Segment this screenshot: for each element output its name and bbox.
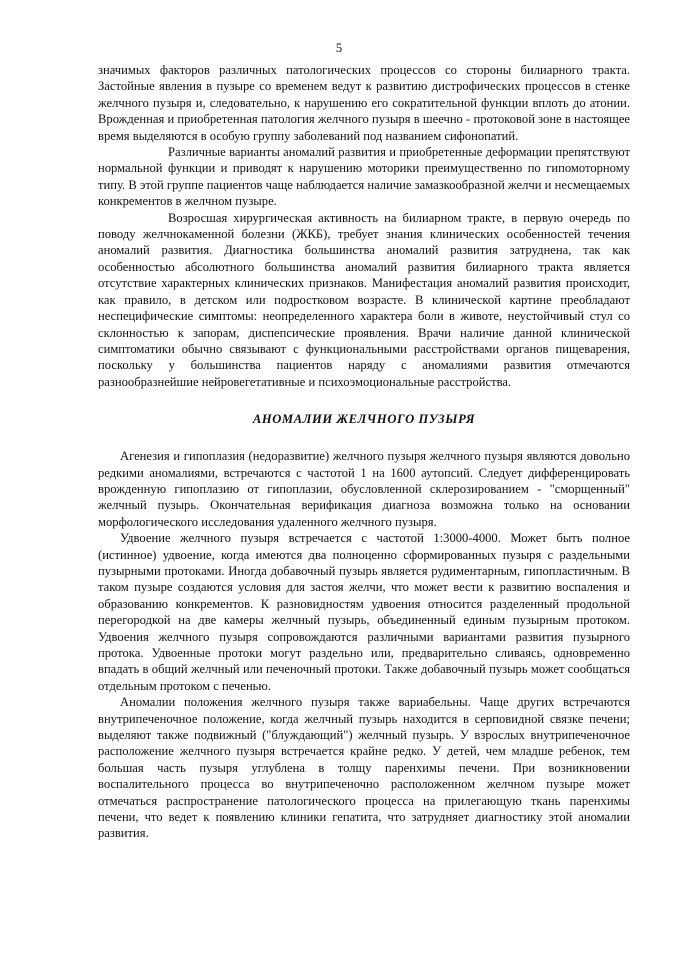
- paragraph-position-anomalies: Аномалии положения желчного пузыря также вариабельны. Чаще других встречаются внутрипеченочное положение, когда желчный пузырь находится в серповидной связке печени; выделяют также подвижный ("блуждающий") желчный пузырь. У взрослых внутрипеченочное расположение желчного пузыря встречается крайне редко. У детей, чем младше ребенок, тем большая часть пузыря углублена в толщу паренхимы печени. При возникновении воспалительного процесса во внутрипеченочно расположенном желчном пузыре может отмечаться распространение патологического процесса на прилегающую ткань паренхимы печени, что ведет к появлению клиники гепатита, что затрудняет диагностику этой аномалии развития.: [98, 695, 630, 841]
- paragraph-agenesis: Агенезия и гипоплазия (недоразвитие) желчного пузыря желчного пузыря являются довольно редкими аномалиями, встречаются с частотой 1 на 1600 аутопсий. Следует дифференцировать врожденную гипоплазию от гипоплазии, обусловленной склерозированием - "сморщенный" желчный пузырь. Окончательная верификация диагноза возможна только на основании морфологического исследования удаленного желчного пузыря.: [98, 449, 630, 529]
- page-number: 5: [335, 41, 343, 55]
- document-body: [98, 62, 630, 842]
- paragraph-surgical-activity: Возросшая хирургическая активность на билиарном тракте, в первую очередь по поводу желчнокаменной болезни (ЖКБ), требует знания клинических особенностей течения аномалий развития. Диагностика большинства аномалий развития затруднена, так как особенностью абсолютного большинства аномалий развития билиарного тракта является отсутствие характерных клинических признаков. Манифестация аномалий развития происходит, как правило, в детском или подростковом возрасте. В клинической картине преобладают неспецифические симптомы: неопределенного характера боли в животе, неустойчивый стул со склонностью к запорам, диспепсические проявления. Врачи наличие данной клинической симптоматики обычно связывают с функциональными расстройствами органов пищеварения, поскольку у большинства пациентов наряду с аномалиями развития отмечаются разнообразнейшие нейровегетативные и психоэмоциональные расстройства.: [98, 210, 630, 389]
- section-title: АНОМАЛИИ ЖЕЛЧНОГО ПУЗЫРЯ: [252, 412, 476, 427]
- paragraph-continuation: значимых факторов различных патологических процессов со стороны билиарного тракта. Застойные явления в пузыре со временем ведут к развитию дистрофических процессов в стенке желчного пузыря и, следовательно, к нарушению его сократительной функции вплоть до атонии. Врожденная и приобретенная патология желчного пузыря в шеечно - протоковой зоне в настоящее время выделяются в особую группу заболеваний под названием сифонопатий.: [98, 63, 630, 143]
- spacer: [98, 390, 630, 411]
- paragraph-anomalies-deformations: Различные варианты аномалий развития и приобретенные деформации препятствуют нормальной функции и приводят к нарушению моторики преимущественно по гипомоторному типу. В этой группе пациентов чаще наблюдается наличие замазкообразной желчи и несмещаемых конкрементов в желчном пузыре.: [98, 145, 630, 209]
- spacer: [98, 427, 630, 448]
- paragraph-duplication: Удвоение желчного пузыря встречается с частотой 1:3000-4000. Может быть полное (истинное) удвоение, когда имеются два полноценно сформированных пузыря с раздельными пузырными протоками. Иногда добавочный пузырь является рудиментарным, гипопластичным. В таком пузыре создаются условия для застоя желчи, что может вести к развитию воспаления и образованию конкрементов. К разновидностям удвоения относится разделенный продольной перегородкой на две камеры желчный пузырь, объединенный единым пузырным протоком. Удвоения желчного пузыря сопровождаются различными вариантами развития пузырного протока. Удвоенные протоки могут раздельно или, предварительно сливаясь, одновременно впадать в общий желчный или печеночный протоки. Также добавочный пузырь может сообщаться отдельным протоком с печенью.: [98, 531, 630, 693]
